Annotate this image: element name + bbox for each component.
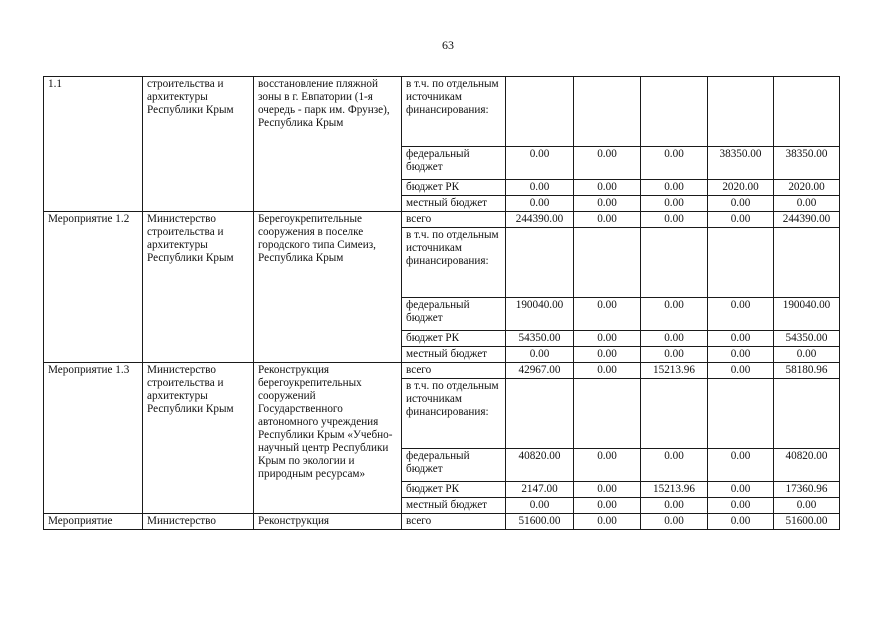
funding-source-cell: федеральный бюджет — [402, 298, 506, 331]
value-cell: 0.00 — [708, 347, 774, 363]
value-cell: 17360.96 — [774, 482, 840, 498]
value-cell — [708, 77, 774, 147]
funding-source-cell: в т.ч. по отдельным источникам финансирования: — [402, 228, 506, 298]
value-cell: 0.00 — [574, 498, 641, 514]
value-cell: 38350.00 — [774, 147, 840, 180]
value-cell: 0.00 — [641, 212, 708, 228]
value-cell: 54350.00 — [506, 331, 574, 347]
value-cell: 0.00 — [574, 449, 641, 482]
value-cell: 58180.96 — [774, 363, 840, 379]
value-cell: 0.00 — [574, 482, 641, 498]
value-cell — [574, 379, 641, 449]
value-cell: 0.00 — [574, 331, 641, 347]
value-cell: 0.00 — [641, 147, 708, 180]
funding-source-cell: в т.ч. по отдельным источникам финансирования: — [402, 379, 506, 449]
value-cell: 0.00 — [708, 212, 774, 228]
value-cell: 0.00 — [574, 514, 641, 530]
event-name-cell: Реконструкция — [254, 514, 402, 530]
table-row — [44, 363, 840, 379]
value-cell: 0.00 — [506, 498, 574, 514]
value-cell: 0.00 — [708, 331, 774, 347]
table-row — [44, 212, 840, 228]
value-cell: 190040.00 — [774, 298, 840, 331]
executor-cell: Министерство — [143, 514, 254, 530]
funding-source-cell: бюджет РК — [402, 331, 506, 347]
value-cell — [641, 228, 708, 298]
value-cell: 0.00 — [641, 180, 708, 196]
page-number: 63 — [442, 38, 454, 52]
value-cell: 0.00 — [574, 147, 641, 180]
value-cell: 0.00 — [641, 347, 708, 363]
value-cell: 0.00 — [574, 347, 641, 363]
value-cell — [708, 228, 774, 298]
value-cell: 0.00 — [641, 331, 708, 347]
value-cell — [774, 77, 840, 147]
value-cell: 2020.00 — [774, 180, 840, 196]
value-cell: 0.00 — [708, 298, 774, 331]
value-cell: 51600.00 — [774, 514, 840, 530]
value-cell: 0.00 — [506, 180, 574, 196]
value-cell: 0.00 — [641, 498, 708, 514]
value-cell: 0.00 — [641, 514, 708, 530]
funding-source-cell: бюджет РК — [402, 482, 506, 498]
value-cell: 244390.00 — [506, 212, 574, 228]
value-cell — [774, 228, 840, 298]
event-name-cell: Реконструкция берегоукрепительных сооружений Государственного автономного учреждения Республики Крым «Учебно-научный центр Республики Крым по экологии и природным ресурсам» — [254, 363, 402, 514]
event-name-cell: Берегоукрепительные сооружения в поселке городского типа Симеиз, Республика Крым — [254, 212, 402, 363]
table-row — [44, 77, 840, 147]
value-cell: 15213.96 — [641, 363, 708, 379]
funding-source-cell: в т.ч. по отдельным источникам финансирования: — [402, 77, 506, 147]
value-cell — [506, 77, 574, 147]
value-cell: 0.00 — [708, 449, 774, 482]
value-cell: 0.00 — [774, 498, 840, 514]
value-cell — [708, 379, 774, 449]
value-cell: 0.00 — [506, 147, 574, 180]
funding-source-cell: всего — [402, 212, 506, 228]
value-cell — [506, 228, 574, 298]
value-cell: 40820.00 — [506, 449, 574, 482]
funding-source-cell: федеральный бюджет — [402, 147, 506, 180]
value-cell: 40820.00 — [774, 449, 840, 482]
table-row — [44, 514, 840, 530]
funding-source-cell: местный бюджет — [402, 347, 506, 363]
value-cell: 0.00 — [574, 180, 641, 196]
value-cell — [506, 379, 574, 449]
value-cell — [574, 77, 641, 147]
executor-cell: строительства и архитектуры Республики Крым — [143, 77, 254, 212]
event-code-cell: Мероприятие 1.2 — [44, 212, 143, 363]
event-code-cell: Мероприятие — [44, 514, 143, 530]
value-cell: 42967.00 — [506, 363, 574, 379]
value-cell: 0.00 — [708, 482, 774, 498]
funding-source-cell: всего — [402, 363, 506, 379]
value-cell: 38350.00 — [708, 147, 774, 180]
value-cell: 0.00 — [506, 347, 574, 363]
value-cell — [774, 379, 840, 449]
value-cell: 0.00 — [708, 498, 774, 514]
value-cell: 54350.00 — [774, 331, 840, 347]
event-code-cell: Мероприятие 1.3 — [44, 363, 143, 514]
value-cell: 0.00 — [641, 298, 708, 331]
funding-table — [43, 76, 840, 530]
value-cell: 0.00 — [774, 347, 840, 363]
value-cell: 0.00 — [774, 196, 840, 212]
value-cell: 2020.00 — [708, 180, 774, 196]
funding-source-cell: местный бюджет — [402, 498, 506, 514]
value-cell: 0.00 — [641, 196, 708, 212]
value-cell: 190040.00 — [506, 298, 574, 331]
value-cell: 15213.96 — [641, 482, 708, 498]
value-cell: 2147.00 — [506, 482, 574, 498]
value-cell — [641, 379, 708, 449]
funding-source-cell: всего — [402, 514, 506, 530]
value-cell: 0.00 — [641, 449, 708, 482]
value-cell: 0.00 — [506, 196, 574, 212]
value-cell: 51600.00 — [506, 514, 574, 530]
value-cell: 0.00 — [708, 196, 774, 212]
value-cell: 0.00 — [574, 196, 641, 212]
executor-cell: Министерство строительства и архитектуры Республики Крым — [143, 212, 254, 363]
funding-source-cell: бюджет РК — [402, 180, 506, 196]
value-cell — [641, 77, 708, 147]
event-code-cell: 1.1 — [44, 77, 143, 212]
value-cell — [574, 228, 641, 298]
event-name-cell: восстановление пляжной зоны в г. Евпатории (1-я очередь - парк им. Фрунзе), Республика Крым — [254, 77, 402, 212]
executor-cell: Министерство строительства и архитектуры Республики Крым — [143, 363, 254, 514]
funding-source-cell: местный бюджет — [402, 196, 506, 212]
value-cell: 0.00 — [708, 363, 774, 379]
value-cell: 0.00 — [574, 298, 641, 331]
value-cell: 244390.00 — [774, 212, 840, 228]
value-cell: 0.00 — [708, 514, 774, 530]
value-cell: 0.00 — [574, 212, 641, 228]
funding-source-cell: федеральный бюджет — [402, 449, 506, 482]
value-cell: 0.00 — [574, 363, 641, 379]
